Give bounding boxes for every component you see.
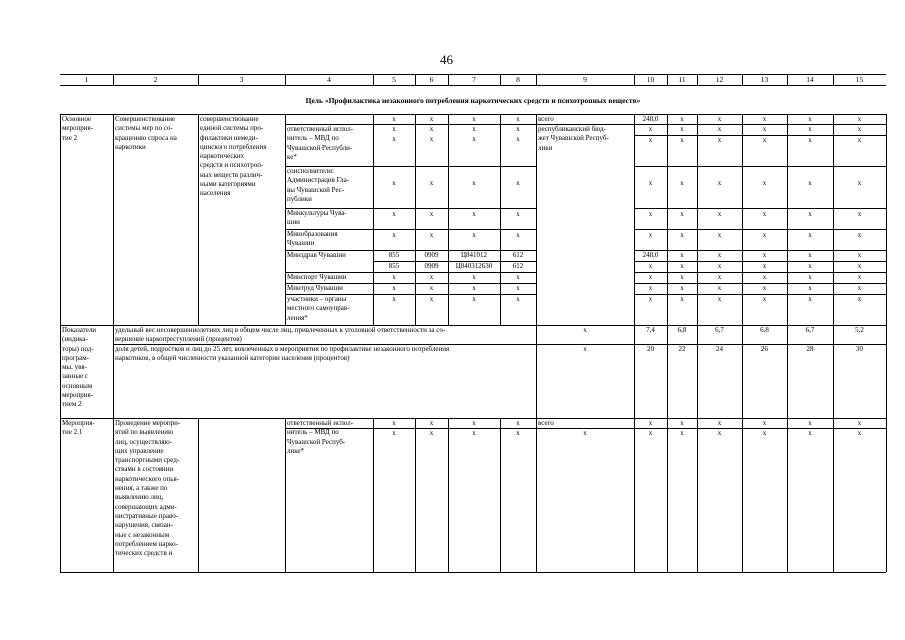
x-mark: x — [762, 179, 767, 187]
x-mark: x — [762, 125, 767, 133]
minzdrav-value: 248,0 — [642, 251, 659, 259]
x-mark: x — [648, 295, 653, 303]
x-mark: x — [429, 419, 434, 427]
x-mark: x — [648, 273, 653, 281]
x-mark: x — [516, 135, 520, 143]
x-mark: x — [762, 295, 767, 303]
column-number-row — [60, 74, 886, 86]
x-mark: x — [680, 262, 684, 270]
indicator-2-value: 22 — [678, 345, 686, 353]
col-number: 10 — [646, 75, 655, 84]
executor-mvd: ответственный испол- нитель – МВД по Чувашской Респуб- лике* — [287, 419, 354, 455]
x-mark: x — [808, 273, 812, 281]
coexecutor-minsport: Минспорт Чувашии — [287, 273, 347, 281]
indicator-2-value: 28 — [806, 345, 814, 353]
x-mark: x — [680, 295, 684, 303]
col-number: 8 — [516, 75, 520, 84]
col-number: 6 — [429, 75, 434, 84]
x-mark: x — [429, 210, 434, 218]
x-mark: x — [472, 419, 476, 427]
x-mark: x — [429, 179, 434, 187]
x-mark: x — [472, 231, 476, 239]
x-mark: x — [680, 125, 684, 133]
goal-title: Цель «Профилактика незаконного потребления наркотических средств и психотропных веществ» — [305, 96, 641, 105]
x-mark: x — [429, 135, 434, 143]
col-number: 11 — [678, 75, 686, 84]
x-mark: x — [857, 210, 862, 218]
x-mark: x — [717, 419, 722, 427]
col-number: 12 — [715, 75, 724, 84]
x-mark: x — [717, 231, 722, 239]
x-mark: x — [583, 326, 587, 334]
x-mark: x — [429, 295, 434, 303]
col-number: 13 — [760, 75, 769, 84]
x-mark: x — [808, 210, 812, 218]
x-mark: x — [808, 419, 812, 427]
x-mark: x — [392, 115, 396, 123]
x-mark: x — [516, 115, 520, 123]
code-ministry: 855 — [388, 251, 400, 259]
x-mark: x — [472, 210, 476, 218]
x-mark: x — [472, 429, 476, 437]
x-mark: x — [762, 251, 767, 259]
x-mark: x — [717, 125, 722, 133]
x-mark: x — [717, 273, 722, 281]
x-mark: x — [680, 273, 684, 281]
x-mark: x — [583, 345, 587, 353]
x-mark: x — [472, 273, 476, 281]
col-number: 9 — [583, 75, 587, 84]
measure-title: Проведение меропри- ятий по выявлению лиц, осуществляю- щих управление транспортными сред- ствами в состоянии наркотического опья- нения, а также по выявлению лиц, совершающих адми- нистративные право- нарушения, связан- ные с незаконным потреблением нарко- тических средств и — [115, 419, 181, 558]
x-mark: x — [808, 262, 812, 270]
x-mark: x — [516, 179, 520, 187]
indicator-1-text: удельный вес несовершеннолетних лиц в общем числе лиц, привлеченных к уголовной ответственности за со- вершение наркопреступлений (процентов) — [115, 326, 446, 344]
indicator-1-value: 6,8 — [677, 326, 687, 334]
x-mark: x — [717, 251, 722, 259]
code-expense: 612 — [512, 251, 524, 259]
x-mark: x — [648, 419, 653, 427]
code-target: Ц841012 — [460, 251, 488, 259]
x-mark: x — [648, 125, 653, 133]
x-mark: x — [516, 210, 520, 218]
page-number: 46 — [440, 52, 453, 67]
x-mark: x — [429, 429, 434, 437]
code-target: Ц840312630 — [455, 262, 493, 270]
x-mark: x — [472, 284, 476, 292]
x-mark: x — [857, 125, 862, 133]
x-mark: x — [680, 284, 684, 292]
x-mark: x — [857, 136, 862, 144]
total-value: 248,0 — [642, 115, 659, 123]
x-mark: x — [392, 419, 396, 427]
x-mark: x — [516, 231, 520, 239]
x-mark: x — [648, 429, 653, 437]
code-section: 0909 — [424, 251, 439, 259]
x-mark: x — [516, 273, 520, 281]
x-mark: x — [472, 295, 476, 303]
x-mark: x — [429, 125, 434, 133]
measure-number: Мероприя- тие 2.1 — [62, 419, 95, 437]
x-mark: x — [857, 284, 862, 292]
x-mark: x — [808, 136, 812, 144]
program-table — [60, 114, 886, 572]
col-number: 4 — [327, 75, 331, 84]
indicator-1-value: 7,4 — [646, 326, 655, 334]
col-number: 15 — [855, 75, 864, 84]
x-mark: x — [392, 210, 396, 218]
x-mark: x — [680, 419, 684, 427]
x-mark: x — [392, 273, 396, 281]
x-mark: x — [762, 419, 767, 427]
x-mark: x — [762, 231, 767, 239]
x-mark: x — [808, 115, 812, 123]
participants-local-government: участники – органы местного самоуправ- ления* — [287, 295, 350, 322]
x-mark: x — [762, 262, 767, 270]
x-mark: x — [392, 295, 396, 303]
x-mark: x — [680, 429, 684, 437]
indicator-1-value: 6,8 — [760, 326, 769, 334]
indicator-2-text: доля детей, подростков и лиц до 25 лет, вовлеченных в мероприятия по профилактике незаконного потребления наркотиков, в общей численности указанной категории населения (процентов) — [115, 345, 450, 363]
x-mark: x — [762, 115, 767, 123]
x-mark: x — [762, 136, 767, 144]
executor-mvd: ответственный испол- нитель – МВД по Чувашской Республи- ке* — [287, 125, 354, 161]
x-mark: x — [516, 284, 520, 292]
x-mark: x — [680, 210, 684, 218]
coexecutor-minobrazovaniya: Минобразования Чувашии — [287, 230, 338, 248]
indicator-2-value: 20 — [647, 345, 654, 353]
x-mark: x — [717, 210, 722, 218]
x-mark: x — [392, 231, 396, 239]
indicator-1-value: 6,7 — [805, 326, 815, 334]
col-number: 14 — [806, 75, 814, 84]
x-mark: x — [392, 429, 396, 437]
x-mark: x — [680, 136, 684, 144]
x-mark: x — [857, 179, 862, 187]
indicator-1-value: 6,7 — [715, 326, 724, 334]
coexecutor-minkultury: Минкультуры Чува- шии — [287, 209, 347, 227]
x-mark: x — [583, 429, 587, 437]
indicator-2-value: 26 — [761, 345, 768, 353]
code-section: 0909 — [424, 262, 439, 270]
x-mark: x — [516, 295, 520, 303]
x-mark: x — [857, 419, 862, 427]
x-mark: x — [429, 284, 434, 292]
x-mark: x — [762, 284, 767, 292]
x-mark: x — [857, 251, 862, 259]
x-mark: x — [680, 231, 684, 239]
x-mark: x — [808, 179, 812, 187]
x-mark: x — [429, 273, 434, 281]
x-mark: x — [762, 210, 767, 218]
col-number: 7 — [472, 75, 476, 84]
col-number: 5 — [392, 75, 396, 84]
x-mark: x — [762, 429, 767, 437]
x-mark: x — [717, 295, 722, 303]
x-mark: x — [516, 125, 520, 133]
x-mark: x — [516, 419, 520, 427]
code-ministry: 855 — [388, 262, 400, 270]
col-number: 2 — [153, 75, 158, 84]
indicators-label: Показатели (индика- торы) под- програм- мы, увя- занные с основным мероприя- тием 2 — [62, 326, 97, 409]
x-mark: x — [392, 284, 396, 292]
x-mark: x — [717, 136, 722, 144]
x-mark: x — [808, 125, 812, 133]
x-mark: x — [680, 115, 684, 123]
x-mark: x — [808, 231, 812, 239]
measure-description: совершенствование единой системы про- филактики немеди- цинского потребления наркотических средств и психотроп- ных веществ различ- ными категориями населения — [200, 115, 267, 198]
coexecutor-minzdrav: Минздрав Чувашии — [287, 251, 346, 259]
measure-title: Совершенствование системы мер по со- кращению спроса на наркотики — [115, 115, 177, 151]
x-mark: x — [472, 115, 476, 123]
coexecutor-mintrud: Минтруд Чувашии — [287, 284, 343, 292]
x-mark: x — [648, 179, 653, 187]
indicator-2-value: 30 — [856, 345, 863, 353]
x-mark: x — [472, 135, 476, 143]
col-number: 1 — [84, 75, 89, 84]
funding-republican-budget: республиканский бюд- жет Чувашской Респуб- лики — [538, 125, 609, 152]
x-mark: x — [680, 251, 684, 259]
x-mark: x — [392, 179, 396, 187]
x-mark: x — [648, 210, 653, 218]
x-mark: x — [808, 295, 812, 303]
x-mark: x — [808, 284, 812, 292]
x-mark: x — [429, 231, 434, 239]
code-expense: 612 — [512, 262, 524, 270]
x-mark: x — [680, 179, 684, 187]
col-number: 3 — [239, 75, 244, 84]
x-mark: x — [857, 115, 862, 123]
x-mark: x — [392, 135, 396, 143]
indicator-2-value: 24 — [716, 345, 723, 353]
x-mark: x — [857, 429, 862, 437]
x-mark: x — [516, 429, 520, 437]
x-mark: x — [648, 136, 653, 144]
coexecutor-administration: соисполнители: Администрация Гла- вы Чувашской Рес- публики — [287, 167, 350, 203]
x-mark: x — [717, 115, 722, 123]
x-mark: x — [392, 125, 396, 133]
x-mark: x — [808, 429, 812, 437]
x-mark: x — [472, 125, 476, 133]
x-mark: x — [857, 273, 862, 281]
funding-total-label: всего — [538, 115, 554, 123]
x-mark: x — [648, 231, 653, 239]
x-mark: x — [717, 179, 722, 187]
x-mark: x — [857, 231, 862, 239]
x-mark: x — [857, 295, 862, 303]
x-mark: x — [648, 262, 653, 270]
measure-number: Основное мероприя- тие 2 — [62, 115, 94, 142]
funding-total-label: всего — [538, 419, 554, 427]
x-mark: x — [472, 179, 476, 187]
indicator-1-value: 5,2 — [855, 326, 864, 334]
x-mark: x — [808, 251, 812, 259]
x-mark: x — [429, 115, 434, 123]
x-mark: x — [762, 273, 767, 281]
x-mark: x — [857, 262, 862, 270]
x-mark: x — [648, 284, 653, 292]
x-mark: x — [717, 429, 722, 437]
x-mark: x — [717, 262, 722, 270]
x-mark: x — [717, 284, 722, 292]
